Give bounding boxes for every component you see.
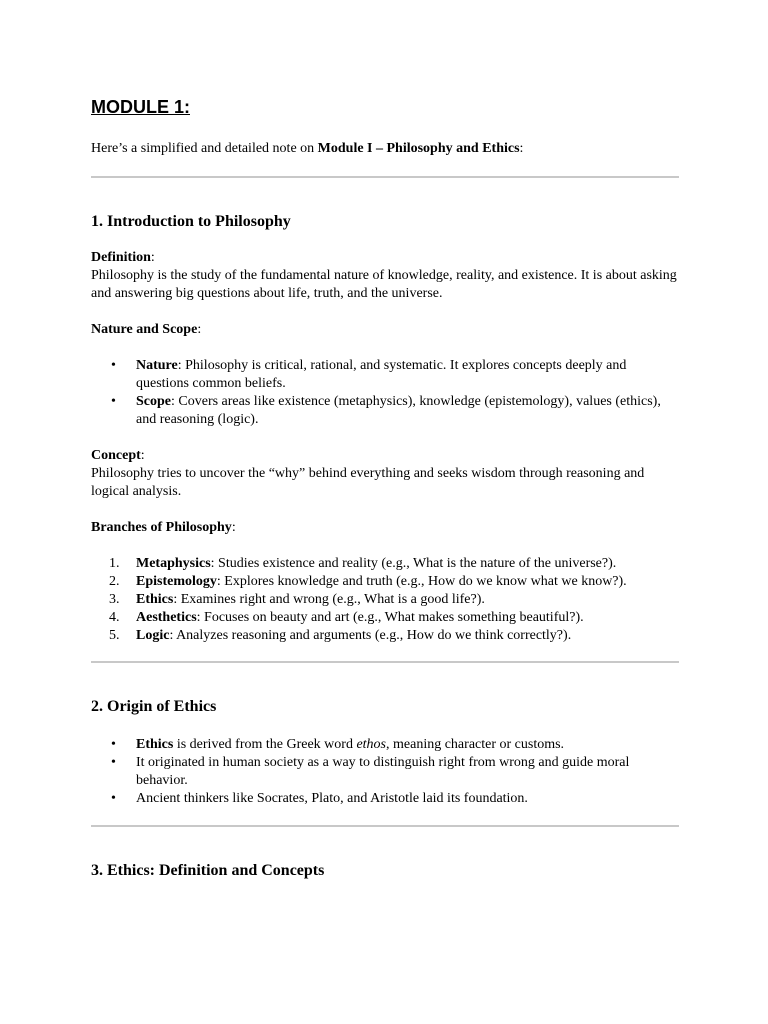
nature-scope-list — [91, 357, 681, 429]
intro-line — [91, 140, 523, 158]
concept-block — [91, 447, 681, 501]
list-number: 5. — [109, 628, 120, 643]
list-text: : Studies existence and reality (e.g., What is the nature of the universe?). — [210, 556, 617, 571]
list-text: : Covers areas like existence (metaphysics), knowledge (epistemology), values (ethics), and reasoning (logic). — [136, 394, 661, 427]
list-item — [91, 555, 681, 573]
bullet-icon: • — [111, 394, 116, 409]
list-item — [91, 573, 681, 591]
list-text: : Analyzes reasoning and arguments (e.g., How do we think correctly?). — [169, 628, 572, 643]
list-number: 2. — [109, 574, 120, 589]
bullet-icon: • — [111, 358, 116, 373]
list-item — [91, 591, 681, 609]
section2-heading: 2. Origin of Ethics — [91, 698, 217, 715]
horizontal-rule — [91, 661, 679, 663]
section3-heading: 3. Ethics: Definition and Concepts — [91, 862, 325, 879]
list-item — [91, 627, 681, 645]
intro-colon: : — [519, 141, 524, 156]
branches-label: Branches of Philosophy — [91, 520, 232, 535]
list-number: 3. — [109, 592, 120, 607]
definition-block — [91, 249, 681, 303]
list-number: 1. — [109, 556, 120, 571]
list-term: Metaphysics — [136, 556, 211, 571]
list-text: Ancient thinkers like Socrates, Plato, and Aristotle laid its foundation. — [136, 791, 528, 806]
bullet-icon: • — [111, 737, 116, 752]
italic-term: ethos — [356, 737, 387, 752]
colon: : — [197, 322, 202, 337]
list-text: : Examines right and wrong (e.g., What is a good life?). — [173, 592, 485, 607]
list-number: 4. — [109, 610, 120, 625]
bullet-icon: • — [111, 791, 116, 806]
list-term: Nature — [136, 358, 178, 373]
list-item — [91, 790, 681, 808]
definition-text: Philosophy is the study of the fundamental nature of knowledge, reality, and existence. It is about asking and answering big questions about life, truth, and the universe. — [91, 268, 677, 301]
definition-label: Definition — [91, 250, 151, 265]
list-text: : Philosophy is critical, rational, and systematic. It explores concepts deeply and questions common beliefs. — [136, 358, 627, 391]
list-item — [91, 393, 681, 429]
nature-scope-label: Nature and Scope — [91, 322, 198, 337]
list-term: Epistemology — [136, 574, 217, 589]
list-item — [91, 609, 681, 627]
list-text: It originated in human society as a way to distinguish right from wrong and guide moral behavior. — [136, 755, 630, 788]
concept-label: Concept — [91, 448, 141, 463]
list-text: : Explores knowledge and truth (e.g., How do we know what we know?). — [216, 574, 627, 589]
list-term: Scope — [136, 394, 171, 409]
colon: : — [150, 250, 155, 265]
section1-heading: 1. Introduction to Philosophy — [91, 213, 291, 230]
nature-scope-label-line — [91, 321, 681, 339]
list-term: Ethics — [136, 592, 174, 607]
bullet-icon: • — [111, 755, 116, 770]
list-term: Aesthetics — [136, 610, 197, 625]
list-term: Ethics — [136, 737, 174, 752]
list-item — [91, 736, 681, 754]
intro-text: Here’s a simplified and detailed note on — [91, 141, 318, 156]
list-text: , meaning character or customs. — [386, 737, 565, 752]
list-text: is derived from the Greek word — [173, 737, 357, 752]
list-item — [91, 357, 681, 393]
branches-label-line — [91, 519, 681, 537]
colon: : — [231, 520, 236, 535]
list-item — [91, 754, 681, 790]
colon: : — [140, 448, 145, 463]
list-text: : Focuses on beauty and art (e.g., What makes something beautiful?). — [196, 610, 584, 625]
module-title: MODULE 1: — [91, 97, 190, 117]
origin-list — [91, 736, 681, 808]
concept-text: Philosophy tries to uncover the “why” behind everything and seeks wisdom through reasoning and logical analysis. — [91, 466, 645, 499]
horizontal-rule — [91, 176, 679, 178]
list-term: Logic — [136, 628, 170, 643]
intro-bold-title: Module I – Philosophy and Ethics — [317, 141, 520, 156]
branches-list — [91, 555, 681, 645]
horizontal-rule — [91, 825, 679, 827]
